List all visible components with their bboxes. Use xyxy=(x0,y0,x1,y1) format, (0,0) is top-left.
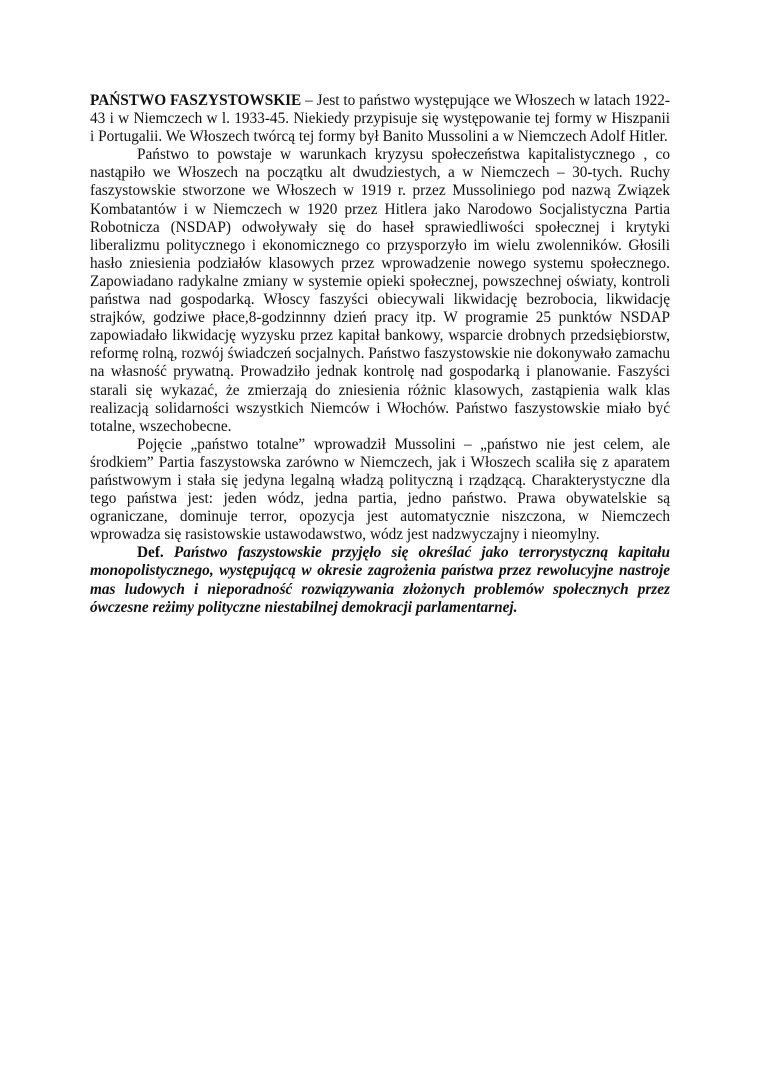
paragraph-total-state: Pojęcie „państwo totalne” wprowadził Mussolini – „państwo nie jest celem, ale środkiem” Partia faszystowska zarówno w Niemczech, jak i Włoszech scaliła się z aparatem państwowym i stała się jedyna legalną władzą polityczną i rządzącą. Charakterystyczne dla tego państwa jest: jeden wódz, jedna partia, jedno państwo. Prawa obywatelskie są ograniczane, dominuje terror, opozycja jest automatycznie niszczona, w Niemczech wprowadza się rasistowskie ustawodawstwo, wódz jest nadzwyczajny i nieomylny. xyxy=(90,435,670,544)
paragraph-intro xyxy=(90,92,670,146)
paragraph-definition xyxy=(90,544,670,616)
paragraph-origins: Państwo to powstaje w warunkach kryzysu społeczeństwa kapitalistycznego , co nastąpiło we Włoszech na początku alt dwudziestych, a w Niemczech – 30-tych. Ruchy faszystowskie stworzone we Włoszech w 1919 r. przez Mussoliniego pod nazwą Związek Kombatantów i w Niemczech w 1920 przez Hitlera jako Narodowo Socjalistyczna Partia Robotnicza (NSDAP) odwoływały się do haseł sprawiedliwości społecznej i krytyki liberalizmu politycznego i ekonomicznego co przysporzyło im wielu zwolenników. Głosili hasło zniesienia podziałów klasowych przez wprowadzenie nowego systemu społecznego. Zapowiadano radykalne zmiany w systemie opieki społecznej, powszechnej oświaty, kontroli państwa nad gospodarką. Włoscy faszyści obiecywali likwidację bezrobocia, likwidację strajków, godziwe płace,8-godzinnny dzień pracy itp. W programie 25 punktów NSDAP zapowiadało likwidację wyzysku przez kapitał bankowy, wsparcie drobnych przedsiębiorstw, reformę rolną, rozwój świadczeń socjalnych. Państwo faszystowskie nie dokonywało zamachu na własność prywatną. Prowadziło jednak kontrolę nad gospodarką i planowanie. Faszyści starali się wykazać, że zmierzają do zniesienia różnic klasowych, zastąpienia walk klas realizacją solidarności wszystkich Niemców i Włochów. Państwo faszystowskie miało być totalne, wszechobecne. xyxy=(90,146,670,435)
definition-text: Państwo faszystowskie przyjęło się określać jako terrorystyczną kapitału monopolistycznego, występującą w okresie zagrożenia państwa przez rewolucyjne nastroje mas ludowych i nieporadność rozwiązywania złożonych problemów społecznych przez ówczesne reżimy polityczne niestabilnej demokracji parlamentarnej. xyxy=(90,544,670,616)
definition-label: Def. xyxy=(137,544,164,562)
intro-text: – Jest to państwo występujące we Włoszech w latach 1922-43 i w Niemczech w l. 1933-45. Niekiedy przypisuje się występowanie tej formy w Hiszpanii i Portugalii. We Włoszech twórcą tej formy był Banito Mussolini a w Niemczech Adolf Hitler. xyxy=(90,92,670,146)
document-title: PAŃSTWO FASZYSTOWSKIE xyxy=(90,92,302,109)
document-page xyxy=(90,92,670,617)
